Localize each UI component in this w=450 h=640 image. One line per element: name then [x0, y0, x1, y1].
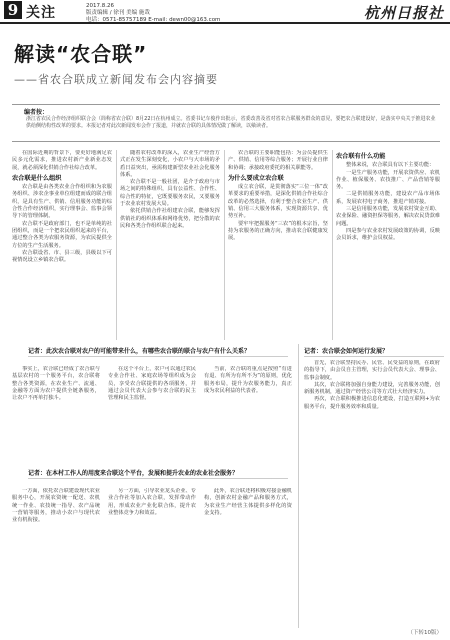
qa-answer-3-col-3 [204, 488, 292, 622]
editor-note [12, 104, 440, 142]
subheading: 农合联有什么功能 [336, 153, 386, 160]
newspaper-brand: 杭州日报社 [363, 4, 444, 22]
paragraph: 再次，农合联积极推进信息化建设，打造互联网+为农服务平台，提升服务效率和质量。 [304, 396, 440, 410]
paragraph: 当前，农合联的重点是按照“有进有退、有所为有所不为”的原则，优化服务布局，提升为农服务能力，真正成为农民利益的代表者。 [204, 366, 292, 394]
masthead-meta [86, 3, 220, 24]
article-column-4 [336, 150, 440, 340]
paragraph: 另一方面，引导农业龙头企业、专业合作社等加入农合联，发挥带动作用，形成农业产业化联合体，提升农业整体竞争力和效益。 [108, 488, 196, 516]
paragraph: 四是参与农业农村发展政策的协调，反映会员诉求，维护会员权益。 [336, 227, 440, 242]
paragraph: 农合联不是政府部门，也不是单纯的社团组织，而是一个把农民组织起来的平台，通过整合各类为农服务资源，为农民提供全方位的生产生活服务。 [12, 220, 112, 249]
editor-note-text: 浙江省农民合作经济组织联合会（简称省农合联）8月22日在杭州成立。省委书记车俊作出批示，省委改善及省对省农合联服务群众的意见，要把农合联建设好，是落实中央关于推进农业供给侧结构性改革的要求。本报记者对此次新闻发布会作了报道，并就农合联的具体情况做了解读，以飨读者。 [26, 116, 436, 129]
page-number: 9 [4, 1, 22, 19]
column-divider [224, 150, 225, 340]
paragraph: 随着农村改革的深入，农业生产经营方式正在发生深刻变化，小农户与大市场的矛盾日益突出，亟需构建新型农业社会化服务体系。 [120, 150, 220, 178]
editor-note-label: 编者按： [24, 109, 49, 116]
headline-subtitle: ——省农合联成立新闻发布会内容摘要 [14, 73, 218, 86]
section-title: 关注 [26, 5, 56, 21]
contact-line: 电话：0571-85757189 E-mail: dewn00@163.com [86, 17, 221, 23]
paragraph: 二是供销服务功能，建设农产品市场体系，发展农村电子商务，推进产销对接。 [336, 191, 440, 205]
paragraph: 其次，农合联将加强自身能力建设，完善服务功能，创新服务机制，通过资产经营公司等方式壮大经济实力。 [304, 381, 440, 396]
qa-question-2: 记者：农合联会如何运行发展？ [304, 346, 444, 357]
qa-question-1: 记者：此次农合联对农户的可能带来什么，有哪些农合联的联合与农户有什么关系？ [28, 346, 288, 357]
qa-answer-1-col-1 [12, 366, 100, 462]
headline-block [0, 38, 450, 87]
article-column-3 [228, 150, 328, 340]
paragraph: 整体来说，农合联具有以下主要功能： [346, 162, 435, 169]
paragraph: 在这个平台上，农户可以通过农民专业合作社、家庭农场等组织成为会员，享受农合联提供的各项服务，并通过会员代表大会参与农合联的民主管理和民主监督。 [108, 366, 196, 402]
paragraph: 农合联不是一般社团，是介于政府与市场之间的特殊组织，具有公益性、合作性、综合性的特征，它既要服务农民，又要服务于农业农村发展大局。 [120, 179, 220, 208]
paragraph: 依托供销合作社组建农合联，能够发挥供销社的组织体系和网络优势，把分散的农民和各类合作组织联合起来。 [120, 208, 220, 229]
qa-answer-2 [304, 360, 440, 622]
continued-note: （下转10版） [407, 630, 442, 636]
column-divider [298, 344, 299, 628]
article-column-1 [12, 150, 112, 340]
column-divider [116, 150, 117, 340]
paragraph: 一方面，依托农合联建设现代农业服务中心，开展农资统一配送、农机统一作业、农技统一指导、农产品统一营销等服务，推动小农户与现代农业有机衔接。 [12, 488, 100, 524]
editor-credit: 版责编辑 / 徐刊 美编 施哉 [86, 10, 150, 16]
qa-answer-3-col-2 [108, 488, 196, 622]
masthead [0, 0, 450, 24]
article-column-2 [120, 150, 220, 340]
subheading: 为什么要成立农合联 [228, 174, 284, 182]
paragraph: 此外，农合联还将积极对接金融机构，创新农村金融产品和服务方式，为农业生产经营主体提供多样化的资金支持。 [204, 488, 292, 516]
qa-answer-1-col-3 [204, 366, 292, 462]
paragraph: 首先，农合联坚持民办、民管、民受益的原则，在政府的指导下，由会员自主管理，实行会员代表大会、理事会、监事会制度。 [304, 360, 440, 381]
paragraph: 三是信用服务功能，发展农村资金互助、农业保险、融资担保等服务，解决农民贷款难问题。 [336, 206, 440, 227]
paragraph: 农合联是由各类农业合作组织和为农服务组织、涉农企事业单位组建而成的联合组织，是具有生产、供销、信用服务功能的综合性合作经济组织，实行理事会、监事会领导下的管理体制。 [12, 184, 112, 220]
paragraph: 一是生产服务功能，开展农资供应、农机作业、植保服务、农技推广、产品营销等服务。 [336, 169, 440, 191]
qa-question-3: 记者：在本村工作人的用度来合联这个平台，发展和提升农业的农业社会服务？ [28, 468, 288, 479]
paragraph: 农合联的主要职能包括：为会员提供生产、供销、信用等综合服务；开展行业自律和协调；承接政府委托的相关职能等。 [228, 150, 328, 171]
headline-title: 解读“农合联” [14, 42, 148, 66]
paragraph: 农合联设省、市、县三级，县级以下可视情况设立乡镇农合联。 [12, 249, 112, 264]
paragraph: 成立农合联，是贯彻落实“三位一体”改革要求的重要举措，是深化供销合作社综合改革的必然选择，有利于整合农业生产、供销、信用三大服务体系，实现资源共享、优势互补。 [228, 184, 328, 220]
paragraph: 要牢牢把握服务“三农”的根本宗旨，坚持为农服务的正确方向，推动农合联健康发展。 [228, 220, 328, 242]
qa-answer-3-col-1 [12, 488, 100, 622]
qa-answer-1-col-2 [108, 366, 196, 462]
column-divider [332, 150, 333, 340]
paragraph: 在国际近期的背景下，要更好地满足农民多元化需求，推进农村新产业新业态发展，就必须深化供销合作社综合改革。 [12, 150, 112, 171]
paragraph: 事实上，农合联已经成了农合联与基层农村的一个服务平台，农合联将整合各类资源，在农业生产、流通、金融等方面为农户提供全链条服务，让农户不再单打独斗。 [12, 366, 100, 402]
issue-date: 2017.8.26 [86, 3, 114, 9]
subheading: 农合联是什么组织 [12, 174, 62, 182]
